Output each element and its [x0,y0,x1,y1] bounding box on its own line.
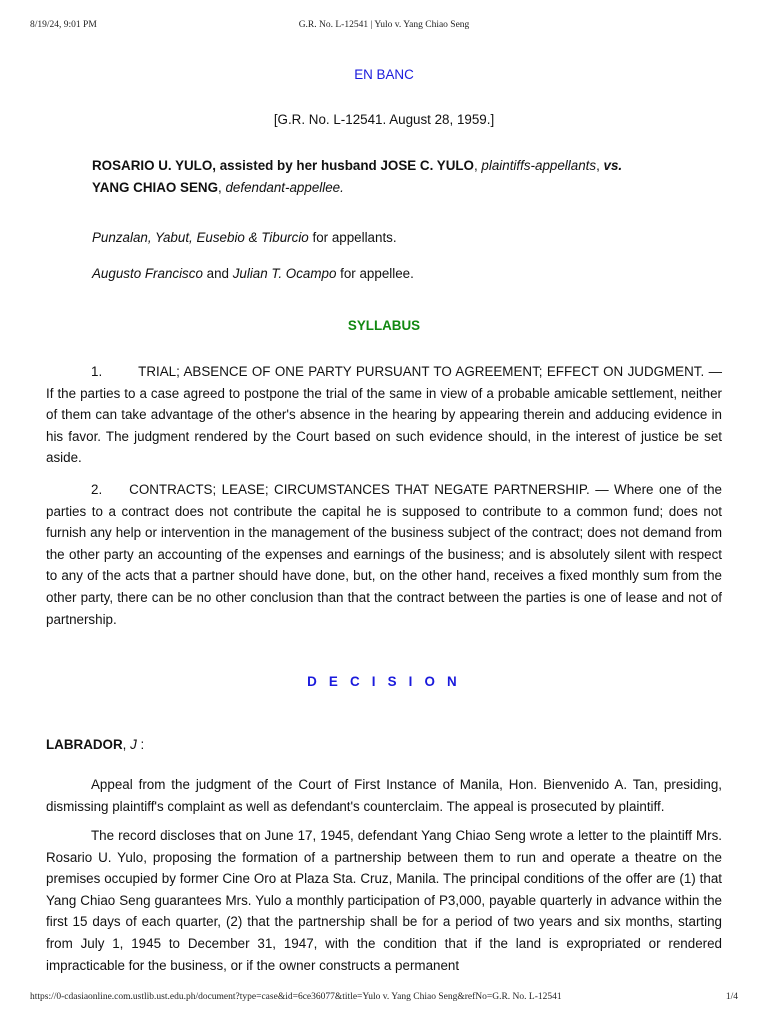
case-parties [92,155,722,198]
counsel-appellants [92,230,722,245]
print-datetime: 8/19/24, 9:01 PM [30,20,97,30]
defendant-name: YANG CHIAO SENG [92,179,218,195]
plaintiff-names: ROSARIO U. YULO, assisted by her husband JOSE C. YULO [92,158,474,173]
counsel-appellee [92,266,722,281]
syllabus-item-number: 1. [91,364,103,379]
party-plaintiff-line [92,155,722,177]
syllabus-item-2 [46,479,722,630]
appellee-counsel-suffix: for appellee. [336,266,414,281]
ponente-title: J [130,737,137,752]
versus: vs. [603,158,623,173]
print-page-indicator: 1/4 [725,992,738,1002]
syllabus-heading: SYLLABUS [347,318,421,333]
decision-heading: D E C I S I O N [307,674,461,689]
syllabus-item-text: CONTRACTS; LEASE; CIRCUMSTANCES THAT NEGATE PARTNERSHIP. — Where one of the parties to a contract does not contribute the capital he is supposed to contribute to a common fund; does not furnish any help or intervention in the management of the business subject of the contract; does not demand from the other party an accounting of the expenses and earnings of the business; and is absolutely silent with respect to any of the acts that a partner should have done, but, on the other hand, receives a fixed monthly sum from the other party, there can be no other conclusion than that the contract between the parties is one of lease and not of partnership. [46,482,722,627]
appellee-counsel-and: and [202,266,233,281]
separator: , [473,158,482,173]
plaintiff-role: plaintiffs-appellants [481,158,597,173]
syllabus-item-text: TRIAL; ABSENCE OF ONE PARTY PURSUANT TO AGREEMENT; EFFECT ON JUDGMENT. — If the parties to a case agreed to postpone the trial of the same in view of a probable amicable settlement, neither of them can take advantage of the other's absence in the hearing by appearing therein and adducing evidence in his favor. The judgment rendered by the Court based on such evidence should, in the interest of justice be set aside. [46,364,722,466]
court-division: EN BANC [354,67,414,82]
appellants-counsel-names: Punzalan, Yabut, Eusebio & Tiburcio [92,230,309,245]
separator: , [122,737,131,752]
ponente-name: LABRADOR [46,737,123,752]
ponente-line [46,737,722,752]
party-defendant-line [92,177,722,199]
appellee-counsel-name-2: Julian T. Ocampo [232,266,337,281]
appellee-counsel-name-1: Augusto Francisco [92,266,203,281]
separator: , [218,179,226,195]
print-header [30,20,738,32]
decision-paragraph-1: Appeal from the judgment of the Court of First Instance of Manila, Hon. Bienvenido A. Tan, presiding, dismissing plaintiff's complaint as well as defendant's counterclaim. The appeal is prosecuted by plaintiff. [46,777,722,814]
print-footer [30,992,738,1004]
print-doc-title: G.R. No. L-12541 | Yulo v. Yang Chiao Seng [298,20,470,30]
separator: , [596,158,604,173]
print-url: https://0-cdasiaonline.com.ustlib.ust.edu.ph/document?type=case&id=6ce36077&title=Yulo v. Yang Chiao Seng&refNo=G.R. No. L-12541 [30,992,562,1002]
syllabus-item-number: 2. [91,482,103,497]
case-number-line: [G.R. No. L-12541. August 28, 1959.] [273,112,495,127]
appellants-counsel-suffix: for appellants. [308,230,397,245]
syllabus-item-1 [46,361,722,469]
defendant-role: defendant-appellee. [225,179,344,195]
ponente-colon: : [136,737,145,752]
decision-paragraph-2: The record discloses that on June 17, 1945, defendant Yang Chiao Seng wrote a letter to the plaintiff Mrs. Rosario U. Yulo, proposing the formation of a partnership between them to run and operate a theatre on the premises occupied by former Cine Oro at Plaza Sta. Cruz, Manila. The principal conditions of the offer are (1) that Yang Chiao Seng guarantees Mrs. Yulo a monthly participation of P3,000, payable quarterly in advance within the first 15 days of each quarter, (2) that the partnership shall be for a period of two years and six months, starting from July 1, 1945 to December 31, 1947, with the condition that if the land is expropriated or rendered impracticable for the business, or if the owner constructs a permanent [46,828,722,973]
